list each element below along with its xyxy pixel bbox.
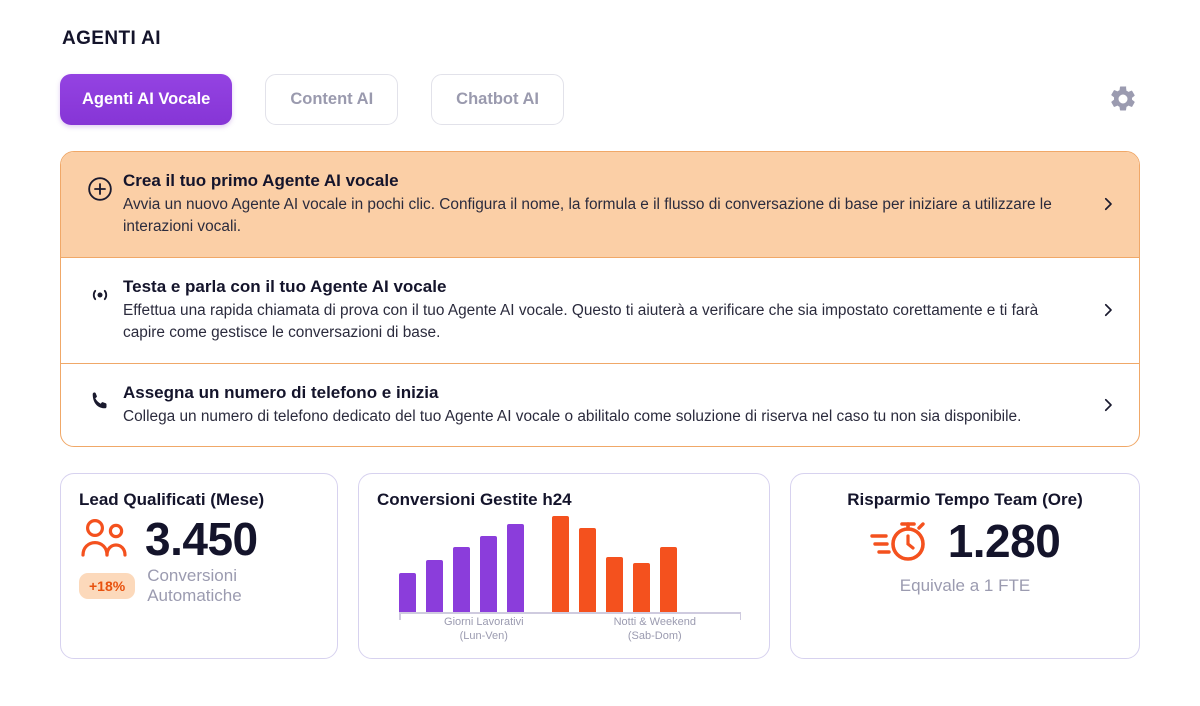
chart-group-label-nights: [614, 616, 696, 644]
kpi-main: [809, 516, 1121, 566]
step-test-agent[interactable]: [61, 257, 1139, 363]
tab-agenti-ai-vocale[interactable]: [60, 74, 232, 125]
label-line2: (Lun-Ven): [459, 630, 508, 643]
chevron-right-icon[interactable]: [1099, 195, 1117, 213]
step-description: Avvia un nuovo Agente AI vocale in pochi clic. Configura il nome, la formula e il flusso di conversazione di base per iniziare a utilizzare le interazioni vocali.: [123, 196, 1052, 236]
kpi-title: Risparmio Tempo Team (Ore): [847, 489, 1083, 509]
kpi-title: Conversioni Gestite h24: [377, 489, 572, 509]
label-line2: (Sab-Dom): [627, 630, 682, 643]
kpi-row: [60, 473, 1140, 659]
chart-bar: [552, 516, 569, 614]
kpi-subtitle-line1: Conversioni: [147, 565, 237, 585]
chevron-right-icon[interactable]: [1099, 396, 1117, 414]
chevron-right-icon[interactable]: [1099, 301, 1117, 319]
chart-bar: [633, 563, 650, 614]
label-line1: Giorni Lavorativi: [444, 616, 524, 629]
page-title: AGENTI AI: [62, 28, 161, 49]
settings-button[interactable]: [1106, 82, 1140, 116]
chart-bar: [453, 547, 470, 614]
conversions-bar-chart: [377, 516, 751, 644]
step-text: [117, 170, 1119, 239]
onboarding-steps-card: [60, 151, 1140, 447]
plus-circle-icon: [83, 172, 117, 206]
step-create-agent[interactable]: [61, 152, 1139, 257]
stopwatch-icon: [870, 516, 932, 566]
tab-label: Content AI: [290, 90, 374, 108]
chart-axis: [399, 612, 741, 614]
people-icon: [79, 517, 133, 561]
tab-content-ai[interactable]: [265, 74, 398, 125]
chart-bar: [426, 560, 443, 614]
chart-bar: [399, 573, 416, 614]
kpi-delta-badge: +18%: [79, 573, 135, 599]
chart-bar: [507, 524, 524, 614]
chart-bar: [660, 547, 677, 614]
label-line1: Notti & Weekend: [613, 616, 696, 629]
kpi-card-risparmio-tempo: [790, 473, 1140, 659]
kpi-card-lead-qualificati: [60, 473, 338, 659]
kpi-title: Lead Qualificati (Mese): [79, 489, 265, 509]
step-text: [117, 276, 1119, 345]
kpi-footer: [79, 566, 319, 606]
step-description: Effettua una rapida chiamata di prova con il tuo Agente AI vocale. Questo ti aiuterà a verificare che sia impostato corettamente e ti farà capire come gestisce le conversazioni di base.: [123, 301, 1039, 342]
phone-icon: [83, 384, 117, 418]
tab-bar: [60, 74, 1140, 125]
kpi-subtitle: [147, 566, 242, 606]
kpi-value: 3.450: [145, 512, 258, 565]
broadcast-icon: [83, 278, 117, 312]
step-text: [117, 382, 1119, 428]
chart-group-label-weekdays: [444, 616, 523, 644]
kpi-value: 1.280: [947, 514, 1061, 567]
chart-x-labels: [399, 616, 741, 644]
step-title: Testa e parla con il tuo Agente AI vocale: [123, 276, 447, 296]
chart-bar: [606, 557, 623, 614]
step-title: Crea il tuo primo Agente AI vocale: [123, 171, 399, 190]
chart-bar: [579, 528, 596, 614]
kpi-subtitle: Equivale a 1 FTE: [899, 575, 1031, 595]
chart-bars: [399, 516, 741, 614]
chart-bar: [480, 536, 497, 614]
step-title: Assegna un numero di telefono e inizia: [123, 382, 439, 402]
step-description: Collega un numero di telefono dedicato del tuo Agente AI vocale o abilitalo come soluzione di riserva nel caso tu non sia disponibile.: [123, 407, 1022, 425]
tab-label: Chatbot AI: [456, 90, 539, 108]
kpi-subtitle-line2: Automatiche: [147, 585, 242, 605]
step-assign-phone[interactable]: [61, 363, 1139, 446]
kpi-main: [79, 512, 319, 565]
tab-label: Agenti AI Vocale: [82, 90, 211, 108]
kpi-card-conversioni-h24: [358, 473, 770, 659]
gear-icon: [1108, 84, 1138, 114]
tab-chatbot-ai[interactable]: [431, 74, 564, 125]
